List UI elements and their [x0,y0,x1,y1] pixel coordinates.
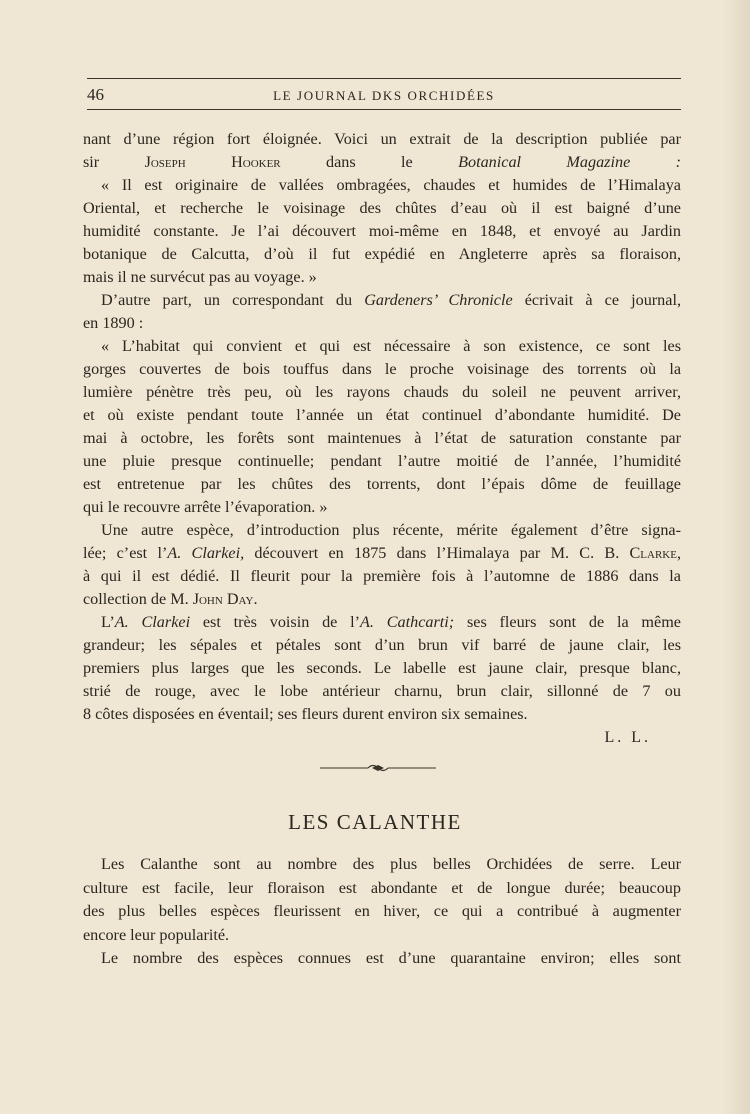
header-rule-top [87,78,681,79]
text-line [83,611,681,634]
text-line: encore leur popularité. [83,925,230,944]
person-name: M. C. B. Clarke, [550,544,681,562]
text-line [83,542,681,565]
text-line: est entretenue par les chûtes des torrents, dont l’épais dôme de feuillage [83,475,681,493]
text-line: des plus belles espèces fleurissent en hiver, ce qui a contribué à augmenter [83,902,681,920]
species-name: A. Clarkei, [167,544,245,562]
publication-title: Gardeners’ Chronicle [364,291,513,309]
text-line: botanique de Calcutta, d’où il fut expédié en Angleterre après sa floraison, [83,245,681,263]
page-number: 46 [87,85,104,104]
author-signature: L. L. [604,729,651,746]
species-name: A. Cathcarti; [360,613,455,631]
person-name: John Day [192,590,254,608]
text-line: 8 côtes disposées en éventail; ses fleurs durent environ six semaines. [83,705,528,723]
text-run: L’ [101,613,115,631]
text-run: découvert en 1875 dans l’Himalaya par [244,544,551,562]
text-run: lée; c’est l’ [83,544,168,562]
text-line: mai à octobre, les forêts sont maintenues à l’état de saturation constante par [83,429,681,447]
text-line: lumière pénètre très peu, où les rayons chauds du soleil ne peuvent arriver, [83,383,681,401]
text-line: mais il ne survécut pas au voyage. » [83,268,317,286]
text-run: D’autre part, un correspondant du [101,291,365,309]
text-line: en 1890 : [83,314,144,332]
page-edge-shadow [722,0,750,1114]
text-run: collection de M. [83,590,193,608]
text-line: à qui il est dédié. Il fleurit pour la première fois à l’automne de 1886 dans la [83,567,681,585]
text-line: culture est facile, leur floraison est abondante et de longue durée; beaucoup [83,878,681,897]
text-line: humidité constante. Je l’ai découvert moi-même en 1848, et envoyé au Jardin [83,222,681,240]
text-line: « Il est originaire de vallées ombragées, chaudes et humides de l’Himalaya [101,176,681,194]
article-body [83,128,681,750]
text-line: Le nombre des espèces connues est d’une quarantaine environ; elles sont [101,949,681,967]
section-title: LES CALANTHE [288,810,462,834]
running-title: LE JOURNAL DKS ORCHIDÉES [273,88,495,103]
text-line: Les Calanthe sont au nombre des plus belles Orchidées de serre. Leur [101,855,681,873]
text-line: premiers plus larges que les seconds. Le labelle est jaune clair, presque blanc, [83,659,681,677]
text-line: et où existe pendant toute l’année un état continuel d’abondante humidité. De [83,406,681,424]
text-line: gorges couvertes de bois touffus dans le proche voisinage des torrents où la [83,360,681,378]
text-line [83,588,681,611]
text-line: « L’habitat qui convient et qui est nécessaire à son existence, ce sont les [101,337,681,355]
header-rule-bottom [87,109,681,110]
text-run: est très voisin de l’ [190,613,361,631]
text-line: Une autre espèce, d’introduction plus récente, mérite également d’être signa- [101,521,681,539]
author-name: Joseph Hooker [144,153,281,171]
text-line: qui le recouvre arrête l’évaporation. » [83,498,328,516]
text-line [83,151,681,174]
text-run: dans le [280,153,459,171]
text-line: grandeur; les sépales et pétales sont d’un brun vif barré de jaune clair, les [83,636,681,654]
text-line: Oriental, et recherche le voisinage des chûtes d’eau où il est baigné d’une [83,199,681,217]
publication-title: Botanical Magazine : [458,153,681,171]
text-run: sir [83,153,145,171]
text-run: écrivait à ce journal, [512,291,681,309]
text-line: strié de rouge, avec le lobe antérieur charnu, brun clair, sillonné de 7 ou [83,682,681,700]
article-body-2 [83,853,681,971]
species-name: A. Clarkei [114,613,191,631]
page-header [87,78,681,112]
text-line: une pluie presque continuelle; pendant l’autre moitié de l’année, l’humidité [83,452,681,470]
section-divider-ornament [320,762,436,774]
text-line [83,289,681,312]
text-run: ses fleurs sont de la même [454,613,681,631]
text-run: . [253,590,258,608]
text-line: nant d’une région fort éloignée. Voici un extrait de la description publiée par [83,130,681,148]
